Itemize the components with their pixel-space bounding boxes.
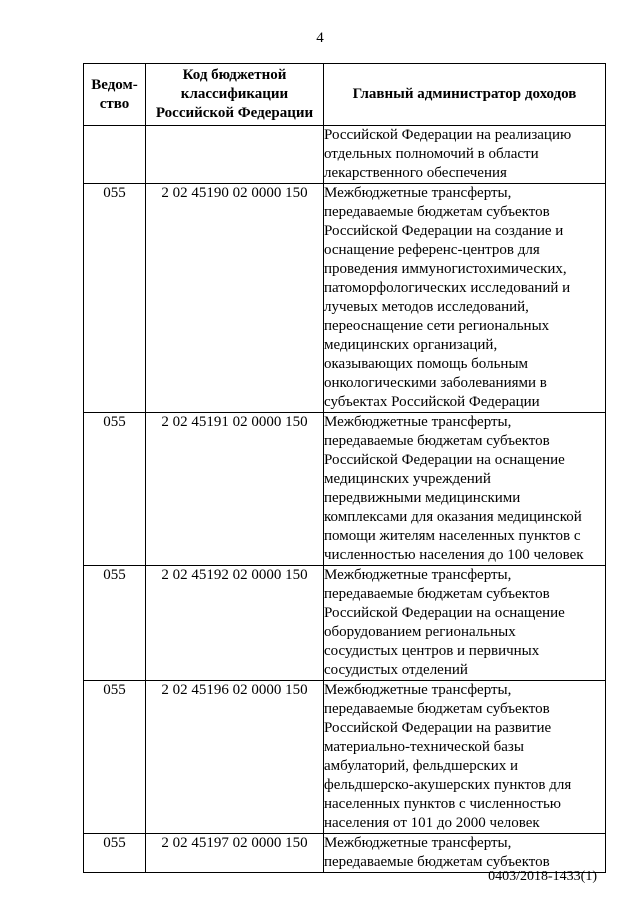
row-administrator-text: Межбюджетные трансферты, передаваемые бюджетам субъектов Российской Федерации на оснащение медицинских учреждений передвижными медицинскими комплексами для оказания медицинской помощи жителям населенных пунктов с численностью населения до 100 человек: [324, 413, 606, 566]
row-budget-code: 2 02 45190 02 0000 150: [146, 184, 324, 413]
header-budget-code: Код бюджетной классификации Российской Федерации: [146, 64, 324, 126]
row-budget-code: 2 02 45192 02 0000 150: [146, 566, 324, 681]
header-revenue-administrator: Главный администратор доходов: [324, 64, 606, 126]
row-administrator-text: Российской Федерации на реализацию отдельных полномочий в области лекарственного обеспечения: [324, 126, 606, 184]
table-row: [84, 681, 606, 834]
row-department: 055: [84, 184, 146, 413]
row-department: 055: [84, 413, 146, 566]
table-row: [84, 184, 606, 413]
row-budget-code: 2 02 45197 02 0000 150: [146, 834, 324, 873]
budget-classification-table: [83, 63, 606, 873]
row-budget-code: 2 02 45191 02 0000 150: [146, 413, 324, 566]
row-administrator-text: Межбюджетные трансферты, передаваемые бюджетам субъектов Российской Федерации на развитие материально-технической базы амбулаторий, фельдшерских и фельдшерско-акушерских пунктов для населенных пунктов с численностью населения от 101 до 2000 человек: [324, 681, 606, 834]
row-department: 055: [84, 566, 146, 681]
row-department: 055: [84, 681, 146, 834]
row-department: 055: [84, 834, 146, 873]
row-budget-code: 2 02 45196 02 0000 150: [146, 681, 324, 834]
page-number: 4: [316, 30, 324, 46]
table-row: [84, 413, 606, 566]
row-administrator-text: Межбюджетные трансферты, передаваемые бюджетам субъектов Российской Федерации на создание и оснащение референс-центров для проведения иммуногистохимических, патоморфологических исследований и лучевых методов исследований, переоснащение сети региональных медицинских организаций, оказывающих помощь больным онкологическими заболеваниями в субъектах Российской Федерации: [324, 184, 606, 413]
row-budget-code: [146, 126, 324, 184]
row-administrator-text: Межбюджетные трансферты, передаваемые бюджетам субъектов: [324, 834, 606, 873]
header-department: Ведом- ство: [84, 64, 146, 126]
row-department: [84, 126, 146, 184]
document-registration-number: 0403/2018-1433(1): [488, 869, 597, 884]
table-row: [84, 126, 606, 184]
table-row: [84, 566, 606, 681]
table-row: [84, 834, 606, 873]
table-header-row: [84, 64, 606, 126]
row-administrator-text: Межбюджетные трансферты, передаваемые бюджетам субъектов Российской Федерации на оснащение оборудованием региональных сосудистых центров и первичных сосудистых отделений: [324, 566, 606, 681]
